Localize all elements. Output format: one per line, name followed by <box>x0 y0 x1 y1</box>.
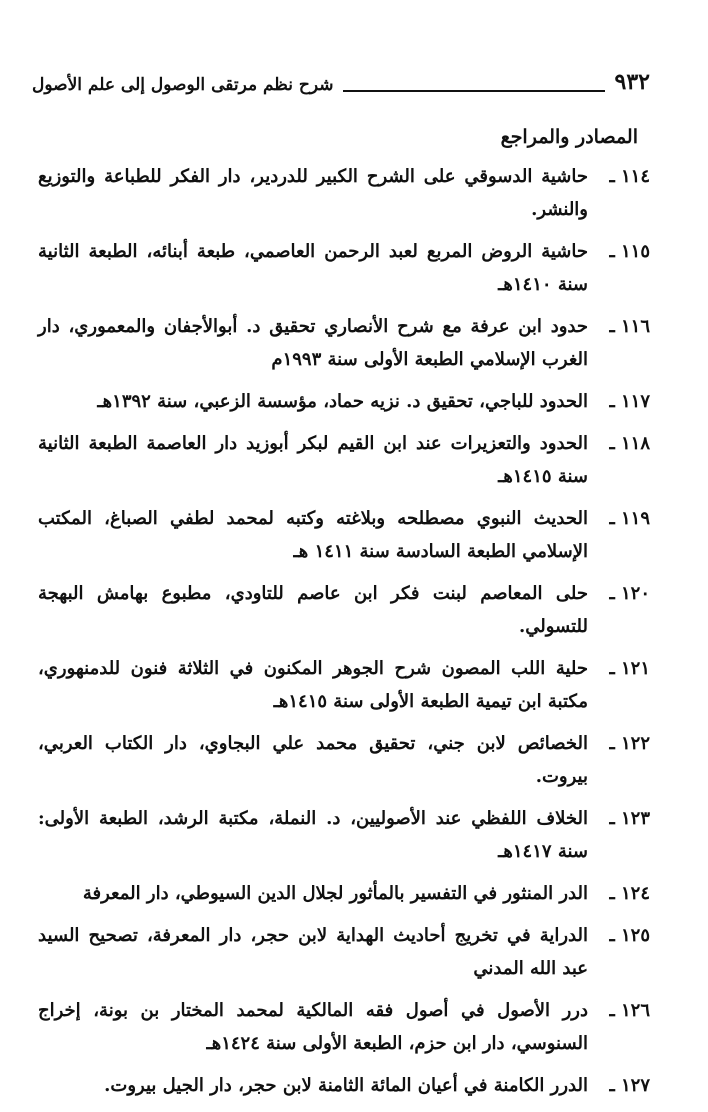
reference-entry <box>38 427 650 493</box>
reference-entry <box>38 160 650 226</box>
running-title: شرح نظم مرتقى الوصول إلى علم الأصول <box>32 75 334 95</box>
reference-number: ١١٤ ـ <box>609 166 650 187</box>
reference-entry <box>38 994 650 1060</box>
reference-text: درر الأصول في أصول فقه المالكية لمحمد المختار بن بونة، إخراج السنوسي، دار ابن حزم، الطبعة الأولى سنة ١٤٢٤هـ <box>38 1000 588 1054</box>
reference-number: ١٢٥ ـ <box>609 925 650 946</box>
reference-number: ١١٦ ـ <box>609 316 650 337</box>
reference-text: الحدود والتعزيرات عند ابن القيم لبكر أبوزيد دار العاصمة الطبعة الثانية سنة ١٤١٥هـ <box>38 433 588 487</box>
reference-text: حلى المعاصم لبنت فكر ابن عاصم للتاودي، مطبوع بهامش البهجة للتسولي. <box>38 583 588 637</box>
reference-number: ١١٨ ـ <box>609 433 650 454</box>
reference-number: ١٢٧ ـ <box>609 1075 650 1096</box>
reference-text: الخصائص لابن جني، تحقيق محمد علي البجاوي، دار الكتاب العربي، بيروت. <box>38 733 588 787</box>
reference-number: ١١٧ ـ <box>609 391 650 412</box>
reference-text: الدراية في تخريج أحاديث الهداية لابن حجر، دار المعرفة، تصحيح السيد عبد الله المدني <box>38 925 588 979</box>
reference-text: الخلاف اللفظي عند الأصوليين، د. النملة، مكتبة الرشد، الطبعة الأولى: سنة ١٤١٧هـ <box>38 808 588 862</box>
reference-number: ١٢١ ـ <box>609 658 650 679</box>
header-rule <box>343 90 604 92</box>
reference-text: حاشية الروض المربع لعبد الرحمن العاصمي، طبعة أبنائه، الطبعة الثانية سنة ١٤١٠هـ <box>38 241 588 295</box>
running-header <box>32 62 650 98</box>
reference-text: حدود ابن عرفة مع شرح الأنصاري تحقيق د. أبوالأجفان والمعموري، دار الغرب الإسلامي الطبعة الأولى سنة ١٩٩٣م <box>38 316 588 370</box>
reference-number: ١١٥ ـ <box>609 241 650 262</box>
reference-entry <box>38 310 650 376</box>
reference-number: ١٢٢ ـ <box>609 733 650 754</box>
reference-number: ١٢٠ ـ <box>609 583 650 604</box>
reference-entry <box>38 502 650 568</box>
reference-text: الدر المنثور في التفسير بالمأثور لجلال الدين السيوطي، دار المعرفة <box>82 883 588 904</box>
reference-entry <box>38 877 650 910</box>
reference-text: حلية اللب المصون شرح الجوهر المكنون في الثلاثة فنون للدمنهوري، مكتبة ابن تيمية الطبعة الأولى سنة ١٤١٥هـ <box>38 658 588 712</box>
reference-number: ١٢٦ ـ <box>609 1000 650 1021</box>
reference-text: الدرر الكامنة في أعيان المائة الثامنة لابن حجر، دار الجيل بيروت. <box>104 1075 588 1096</box>
section-heading: المصادر والمراجع <box>500 126 638 148</box>
reference-entry <box>38 727 650 793</box>
reference-text: الحديث النبوي مصطلحه وبلاغته وكتبه لمحمد لطفي الصباغ، المكتب الإسلامي الطبعة السادسة سنة ١٤١١ هـ <box>38 508 588 562</box>
reference-entry <box>38 1069 650 1102</box>
reference-number: ١٢٣ ـ <box>609 808 650 829</box>
reference-entry <box>38 235 650 301</box>
reference-text: الحدود للباجي، تحقيق د. نزيه حماد، مؤسسة الزعبي، سنة ١٣٩٢هـ <box>97 391 588 412</box>
reference-entry <box>38 385 650 418</box>
reference-entry <box>38 919 650 985</box>
reference-list <box>38 160 650 1111</box>
page-number: ٩٣٢ <box>614 69 650 95</box>
reference-entry <box>38 802 650 868</box>
reference-text: حاشية الدسوقي على الشرح الكبير للدردير، دار الفكر للطباعة والتوزيع والنشر. <box>38 166 588 220</box>
reference-number: ١١٩ ـ <box>609 508 650 529</box>
reference-number: ١٢٤ ـ <box>609 883 650 904</box>
reference-entry <box>38 577 650 643</box>
reference-entry <box>38 652 650 718</box>
